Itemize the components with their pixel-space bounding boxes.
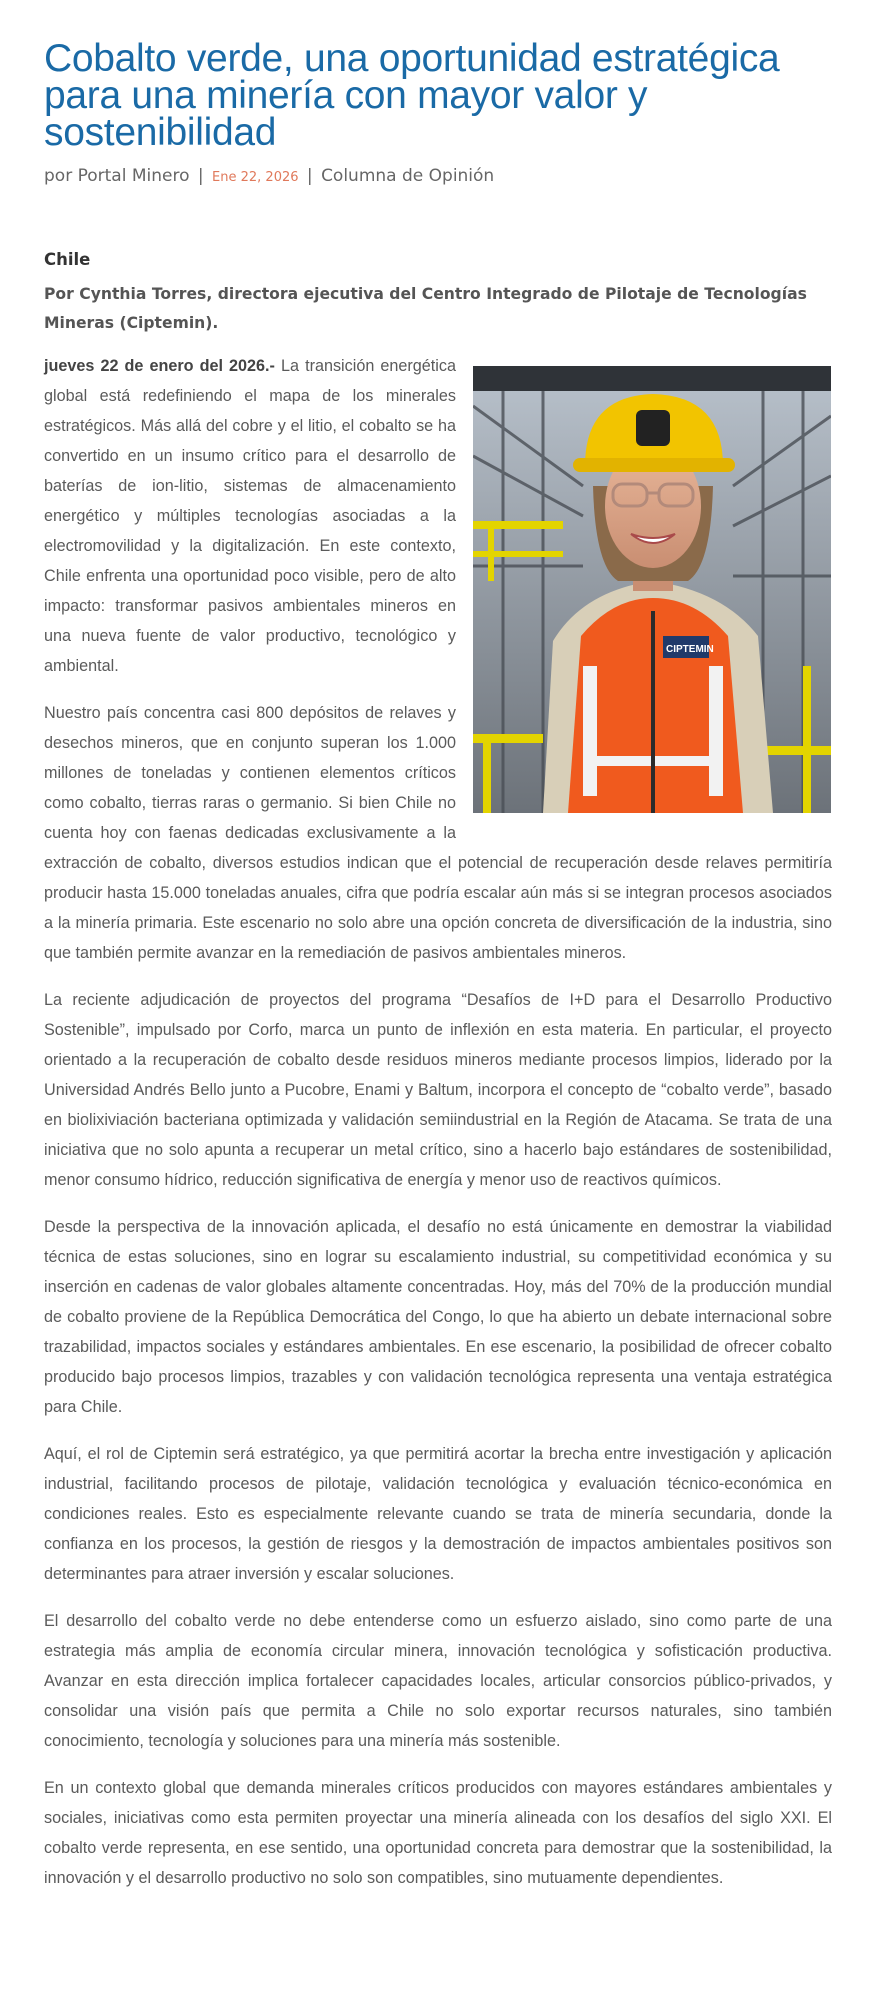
- article-paragraph: El desarrollo del cobalto verde no debe entenderse como un esfuerzo aislado, sino como parte de una estrategia más amplia de economía circular minera, innovación tecnológica y sofisticación productiva. Avanzar en esta dirección implica fortalecer capacidades locales, articular consorcios público-privados, y consolidar una visión país que permita a Chile no solo exportar recursos naturales, sino también conocimiento, tecnología y soluciones para una minería más sostenible.: [44, 1612, 832, 1750]
- author-photo-illustration: [473, 366, 831, 813]
- article-paragraph: Aquí, el rol de Ciptemin será estratégico, ya que permitirá acortar la brecha entre investigación y aplicación industrial, facilitando procesos de pilotaje, validación tecnológica y evaluación técnico-económica en condiciones reales. Esto es especialmente relevante cuando se trata de minería secundaria, donde la confianza en los procesos, la gestión de riesgos y la demostración de impactos ambientales positivos son determinantes para atraer inversión y escalar soluciones.: [44, 1445, 832, 1583]
- vest-logo-text: CIPTEMIN: [666, 644, 714, 655]
- author-link[interactable]: Portal Minero: [77, 166, 190, 186]
- category-link[interactable]: Columna de Opinión: [321, 166, 495, 186]
- article-paragraph: jueves 22 de enero del 2026.- La transición energética global está redefiniendo el mapa de los minerales estratégicos. Más allá del cobre y el litio, el cobalto se ha convertido en un insumo crítico para el desarrollo de baterías de ion-litio, sistemas de almacenamiento energético y múltiples tecnologías asociadas a la electromovilidad y la digitalización. En este contexto, Chile enfrenta una oportunidad poco visible, pero de alto impacto: transformar pasivos ambientales mineros en una nueva fuente de valor productivo, tecnológico y ambiental.: [44, 357, 456, 675]
- article-paragraph: Desde la perspectiva de la innovación aplicada, el desafío no está únicamente en demostrar la viabilidad técnica de estas soluciones, sino en lograr su escalamiento industrial, su competitividad económica y su inserción en cadenas de valor globales altamente concentradas. Hoy, más del 70% de la producción mundial de cobalto proviene de la República Democrática del Congo, lo que ha abierto un debate internacional sobre trazabilidad, impactos sociales y estándares ambientales. En ese escenario, la posibilidad de ofrecer cobalto producido bajo procesos limpios, trazables y con validación tecnológica representa una ventaja estratégica para Chile.: [44, 1218, 832, 1416]
- post-meta: [44, 166, 832, 186]
- meta-separator: |: [306, 166, 313, 186]
- lead-date: jueves 22 de enero del 2026.-: [44, 357, 275, 375]
- article-location: Chile: [44, 250, 91, 269]
- article-paragraph: La reciente adjudicación de proyectos del programa “Desafíos de I+D para el Desarrollo Productivo Sostenible”, impulsado por Corfo, marca un punto de inflexión en esta materia. En particular, el proyecto orientado a la recuperación de cobalto desde residuos mineros mediante procesos limpios, liderado por la Universidad Andrés Bello junto a Pucobre, Enami y Baltum, incorpora el concepto de “cobalto verde”, basado en biolixiviación bacteriana optimizada y validación semiindustrial en la Región de Atacama. Se trata de una iniciativa que no solo apunta a recuperar un metal crítico, sino a hacerlo bajo estándares de sostenibilidad, menor consumo hídrico, reducción significativa de energía y menor uso de reactivos químicos.: [44, 991, 832, 1189]
- author-photo: [473, 366, 831, 813]
- article-body: [44, 351, 832, 1893]
- article-title: Cobalto verde, una oportunidad estratégica para una minería con mayor valor y sostenibilidad: [44, 37, 780, 154]
- meta-separator: |: [197, 166, 204, 186]
- published-date: Ene 22, 2026: [212, 170, 299, 185]
- article-byline: Por Cynthia Torres, directora ejecutiva del Centro Integrado de Pilotaje de Tecnologías Mineras (Ciptemin).: [44, 285, 807, 332]
- article-paragraph: En un contexto global que demanda minerales críticos producidos con mayores estándares ambientales y sociales, iniciativas como esta permiten proyectar una minería alineada con los desafíos del siglo XXI. El cobalto verde representa, en ese sentido, una oportunidad concreta para demostrar que la sostenibilidad, la innovación y el desarrollo productivo no solo son compatibles, sino mutuamente dependientes.: [44, 1779, 832, 1887]
- by-prefix: por: [44, 166, 73, 186]
- article-paragraph: Nuestro país concentra casi 800 depósitos de relaves y desechos mineros, que en conjunto superan los 1.000 millones de toneladas y contienen elementos críticos como cobalto, tierras raras o germanio. Si bien Chile no cuenta hoy con faenas dedicadas exclusivamente a la extracción de cobalto, diversos estudios indican que el potencial de recuperación desde relaves permitiría producir hasta 15.000 toneladas anuales, cifra que podría escalar aún más si se integran procesos asociados a la minería primaria. Este escenario no solo abre una opción concreta de diversificación de la industria, sino que también permite avanzar en la remediación de pasivos ambientales mineros.: [44, 704, 832, 962]
